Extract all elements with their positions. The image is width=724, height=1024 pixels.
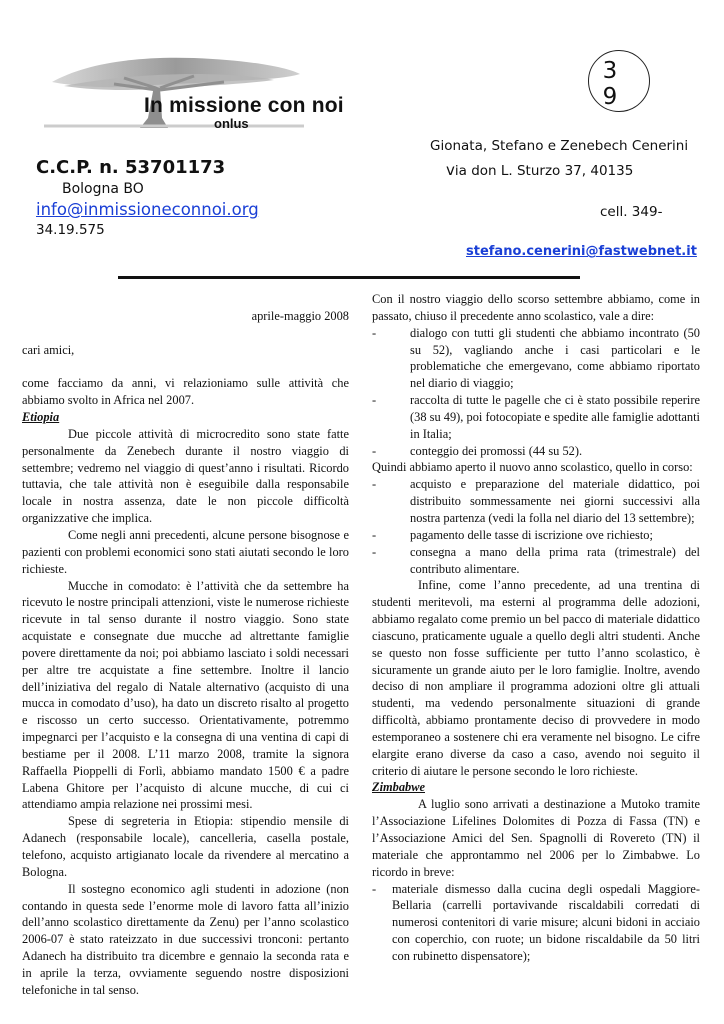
list-item [372,881,700,965]
page-number [600,58,620,110]
right-column [372,291,700,965]
list-item [372,392,700,443]
sender-address [446,161,633,179]
list-item-text: materiale dismesso dalla cucina degli ospedali Maggiore-Bellaria (carrelli portavivande riscaldabili corredati di numerosi contenitori di varie misure; alcuni bidoni in acciaio con coperchio, con ruote; un bidone riscaldabile da 50 litri con rubinetto dispensatore); [392,881,700,963]
paragraph-bisognosi: Come negli anni precedenti, alcune persone bisognose e pazienti con problemi economici sono stati aiutati secondo le loro richieste. [22,527,349,576]
paragraph-mutoko: A luglio sono arrivati a destinazione a Mutoko tramite l’Associazione Lifelines Dolomites di Pozza di Fassa (TN) e l’Associazione Amici del Sen. Spagnolli di Rovereto (TN) il materiale che approntammo nel 2006 per lo Zimbabwe. Lo ricordo in breve: [372,797,700,879]
list-item [372,544,700,578]
list-item-text: raccolta di tutte le pagelle che ci è stato possibile reperire (38 su 49), poi fotocopiate e spedite alle famiglie adottanti in Italia; [410,393,700,441]
section-heading-etiopia: Etiopia [22,410,60,425]
sender-names: Gionata, Stefano e Zenebech Cenerini [430,138,689,154]
paragraph-studenti-meritevoli: Infine, come l’anno precedente, ad una trentina di studenti meritevoli, ma esterni al programma delle adozioni, abbiamo regalato come premio un bel pacco di materiale didattico ciascuno, praticamente uguale a quello degli altri studenti. Anche se questo non fosse sufficiente per tutto l’anno scolastico, è sicuramente un grande aiuto per le loro famiglie. Inoltre, avendo deciso di non ampliare il programma adozioni oltre gli attuali studenti, ma vedendo personalmente situazioni di grande difficoltà, abbiamo prontamente deciso di provvedere in modo estemporaneo a sostenere chi era veramente nel bisogno. Le cifre elargite erano diverse da caso a caso, avendo noi seguito il criterio di aiutare le persone secondo le loro richieste. [372,578,700,778]
list-dash: - [372,325,377,340]
list-item-text: dialogo con tutti gli studenti che abbiamo incontrato (50 su 52), vagliando anche i casi particolari e le problematiche che emergevano, come abbiamo riportato nel diario di viaggio; [410,325,700,391]
intro-paragraph: come facciamo da anni, vi relazioniamo sulle attività che abbiamo svolto in Africa nel 2007. [22,376,349,408]
spacer [22,325,349,342]
list-item [372,527,700,544]
list-dash: - [372,477,377,492]
cell-phone-part2: 34.19.575 [36,222,105,238]
left-column [22,308,349,999]
paragraph-microcredito: Due piccole attività di microcredito sono state fatte personalmente da Zenebech durante il nostro viaggio di settembre; vedremo nel viaggio di quest’anno i risultati. Ricordo tuttavia, che tale attività non è eseguibile dalla responsabile locale in nostra assenza, date le non piccole difficoltà organizzative che implica. [22,426,349,526]
letter-date: aprile-maggio 2008 [251,309,349,323]
org-email-link[interactable]: info@inmissioneconnoi.org [36,200,259,219]
page-number-line-1: 3 [602,58,618,84]
header-divider [118,276,580,279]
page-number-line-2: 9 [602,84,618,110]
spacer [22,359,349,376]
list-item-text: consegna a mano della prima rata (trimestrale) del contributo alimentare. [410,544,700,576]
personal-email-link[interactable]: stefano.cenerini@fastwebnet.it [466,244,697,259]
list-item [372,443,700,460]
paragraph-sostegno: Il sostegno economico agli studenti in adozione (non contando in questa sede l’enorme mole di lavoro fatta all’inizio dell’anno scolastico direttamente da Zenu) per l’anno scolastico 2006-07 è stato rateizzato in due successivi tronconi: pertanto Adanech ha distribuito tra dicembre e gennaio la seconda rata e in aprile la terza, ovviamente seguendo nostre disposizioni telefoniche in tal senso. [22,881,349,997]
list-item-text: acquisto e preparazione del materiale didattico, poi distribuito sommessamente nei giorni successivi alla nostra partenza (vedi la folla nel diario del 13 settembre); [410,477,700,525]
list-item [372,325,700,392]
paragraph-segreteria: Spese di segreteria in Etiopia: stipendio mensile di Adanech (responsabile locale), cancelleria, casella postale, telefono, acquisto artigianato locale da rivendere al mercatino a Bologna. [22,814,349,879]
list-dash: - [372,881,377,896]
org-logo-title: In missione con noi [144,94,344,117]
paragraph-mucche: Mucche in comodato: è l’attività che da settembre ha ricevuto le nostre principali attenzioni, viste le numerose richieste ricevute in tal senso durante il nostro viaggio. Sono state acquistate e consegnate due mucche ad altrettante famiglie povere direttamente da noi; poi abbiamo lasciato i soldi necessari per altre tre acquistate a fine settembre. Inoltre il lancio dell’iniziativa del regalo di Natale alternativo (acquisto di una mucca in comodato d’uso), ha dato un discreto risalto al progetto e riscosso un certo successo. Orientativamente, potremmo impegnarci per l’acquisto e la consegna di una ventina di capi di bestiame per il 2008. L’11 marzo 2008, tramite la signora Raffaella Pioppelli di Forlì, abbiamo mandato 1500 € a padre Labena Ghitore per l’acquisto di alcune mucche, di cui ci attendiamo ampia relazione nei prossimi mesi. [22,578,349,812]
address-initial: v [446,161,455,179]
list-dash: - [372,544,377,559]
greeting: cari amici, [22,342,75,357]
org-logo-subtitle: onlus [214,116,249,131]
cell-phone-part1: cell. 349- [600,204,663,220]
paragraph-nuovo-anno: Quindi abbiamo aperto il nuovo anno scolastico, quello in corso: [372,460,693,475]
list-dash: - [372,443,377,458]
paragraph-viaggio: Con il nostro viaggio dello scorso settembre abbiamo, come in passato, chiuso il precedente anno scolastico, vale a dire: [372,292,700,323]
list-dash: - [372,527,377,542]
ccp-number: C.C.P. n. 53701173 [36,157,226,178]
list-item [372,476,700,527]
list-item-text: conteggio dei promossi (44 su 52). [410,443,583,458]
section-heading-zimbabwe: Zimbabwe [372,780,425,795]
list-item-text: pagamento delle tasse di iscrizione ove richiesto; [410,527,653,542]
list-dash: - [372,393,377,408]
address-rest: ia don L. Sturzo 37, 40135 [454,163,634,179]
sender-city: Bologna BO [62,181,144,197]
